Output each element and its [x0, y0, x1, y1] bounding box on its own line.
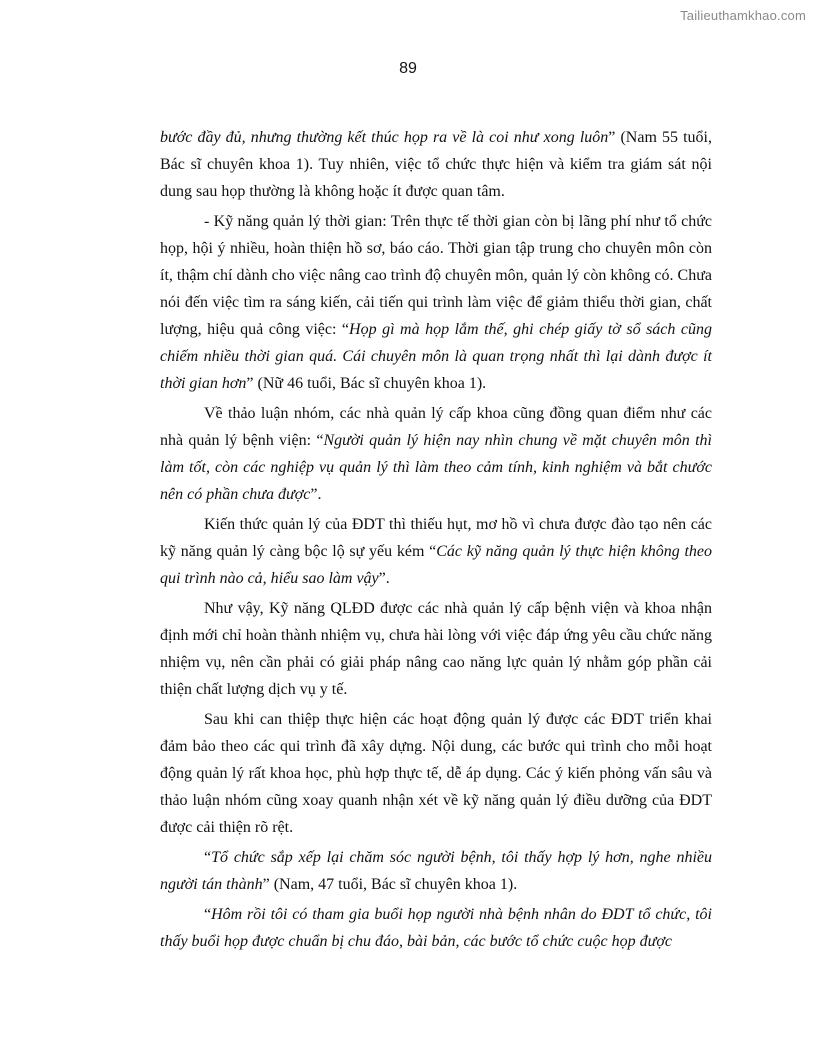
- body-text: Kiến thức quản lý của ĐDT thì thiếu hụt, mơ hồ vì chưa được đào tạo nên các kỹ năng quản lý càng bộc lộ sự yếu kém “: [160, 516, 712, 560]
- paragraph: [160, 400, 712, 508]
- paragraph: [160, 511, 712, 592]
- body-text: “: [204, 849, 212, 866]
- paragraph: [160, 208, 712, 397]
- quoted-text: Hôm rồi tôi có tham gia buổi họp người nhà bệnh nhân do ĐDT tổ chức, tôi thấy buổi họp được chuẩn bị chu đáo, bài bản, các bước tổ chức cuộc họp được: [160, 906, 712, 950]
- quoted-text: Tổ chức sắp xếp lại chăm sóc người bệnh, tôi thấy hợp lý hơn, nghe nhiều người tán thành: [160, 849, 712, 893]
- watermark: Tailieuthamkhao.com: [680, 8, 806, 23]
- quoted-text: Họp gì mà họp lắm thế, ghi chép giấy tờ sổ sách cũng chiếm nhiều thời gian quá. Cái chuyên môn là quan trọng nhất thì lại dành được ít thời gian hơn: [160, 321, 713, 392]
- body-text: Sau khi can thiệp thực hiện các hoạt động quản lý được các ĐDT triển khai đảm bảo theo các qui trình đã xây dựng. Nội dung, các bước qui trình cho mỗi hoạt động quản lý rất khoa học, phù hợp thực tế, dễ áp dụng. Các ý kiến phỏng vấn sâu và thảo luận nhóm cũng xoay quanh nhận xét về kỹ năng quản lý điều dưỡng của ĐDT được cải thiện rõ rệt.: [160, 711, 712, 836]
- paragraph: [160, 844, 712, 898]
- document-body: [160, 124, 712, 958]
- body-text: - Kỹ năng quản lý thời gian: Trên thực tế thời gian còn bị lãng phí như tổ chức họp, hội ý nhiều, hoàn thiện hồ sơ, báo cáo. Thời gian tập trung cho chuyên môn còn ít, thậm chí dành cho việc nâng cao trình độ chuyên môn, quản lý còn không có. Chưa nói đến việc tìm ra sáng kiến, cải tiến qui trình làm việc để giảm thiểu thời gian, chất lượng, hiệu quả công việc: “: [160, 213, 712, 338]
- paragraph: [160, 706, 712, 841]
- body-text: ” (Nam 55 tuổi, Bác sĩ chuyên khoa 1). Tuy nhiên, việc tổ chức thực hiện và kiểm tra giám sát nội dung sau họp thường là không hoặc ít được quan tâm.: [160, 129, 713, 200]
- body-text: ” (Nữ 46 tuổi, Bác sĩ chuyên khoa 1).: [246, 375, 487, 392]
- body-text: ”.: [378, 570, 390, 587]
- quoted-text: Người quản lý hiện nay nhìn chung về mặt chuyên môn thì làm tốt, còn các nghiệp vụ quản lý thì làm theo cảm tính, kinh nghiệm và bắt chước nên có phần chưa được: [160, 432, 713, 503]
- body-text: “: [204, 906, 212, 923]
- body-text: ” (Nam, 47 tuổi, Bác sĩ chuyên khoa 1).: [262, 876, 518, 893]
- quoted-text: Các kỹ năng quản lý thực hiện không theo qui trình nào cả, hiểu sao làm vậy: [160, 543, 712, 587]
- body-text: Về thảo luận nhóm, các nhà quản lý cấp khoa cũng đồng quan điểm như các nhà quản lý bệnh viện: “: [160, 405, 712, 449]
- body-text: ”.: [310, 486, 322, 503]
- paragraph: [160, 124, 712, 205]
- quoted-text: bước đầy đủ, nhưng thường kết thúc họp ra về là coi như xong luôn: [160, 129, 609, 146]
- page-number: 89: [399, 60, 417, 77]
- paragraph: [160, 595, 712, 703]
- body-text: Như vậy, Kỹ năng QLĐD được các nhà quản lý cấp bệnh viện và khoa nhận định mới chỉ hoàn thành nhiệm vụ, chưa hài lòng với việc đáp ứng yêu cầu chức năng nhiệm vụ, nên cần phải có giải pháp nâng cao năng lực quản lý nhằm góp phần cải thiện chất lượng dịch vụ y tế.: [160, 600, 712, 698]
- paragraph: [160, 901, 712, 955]
